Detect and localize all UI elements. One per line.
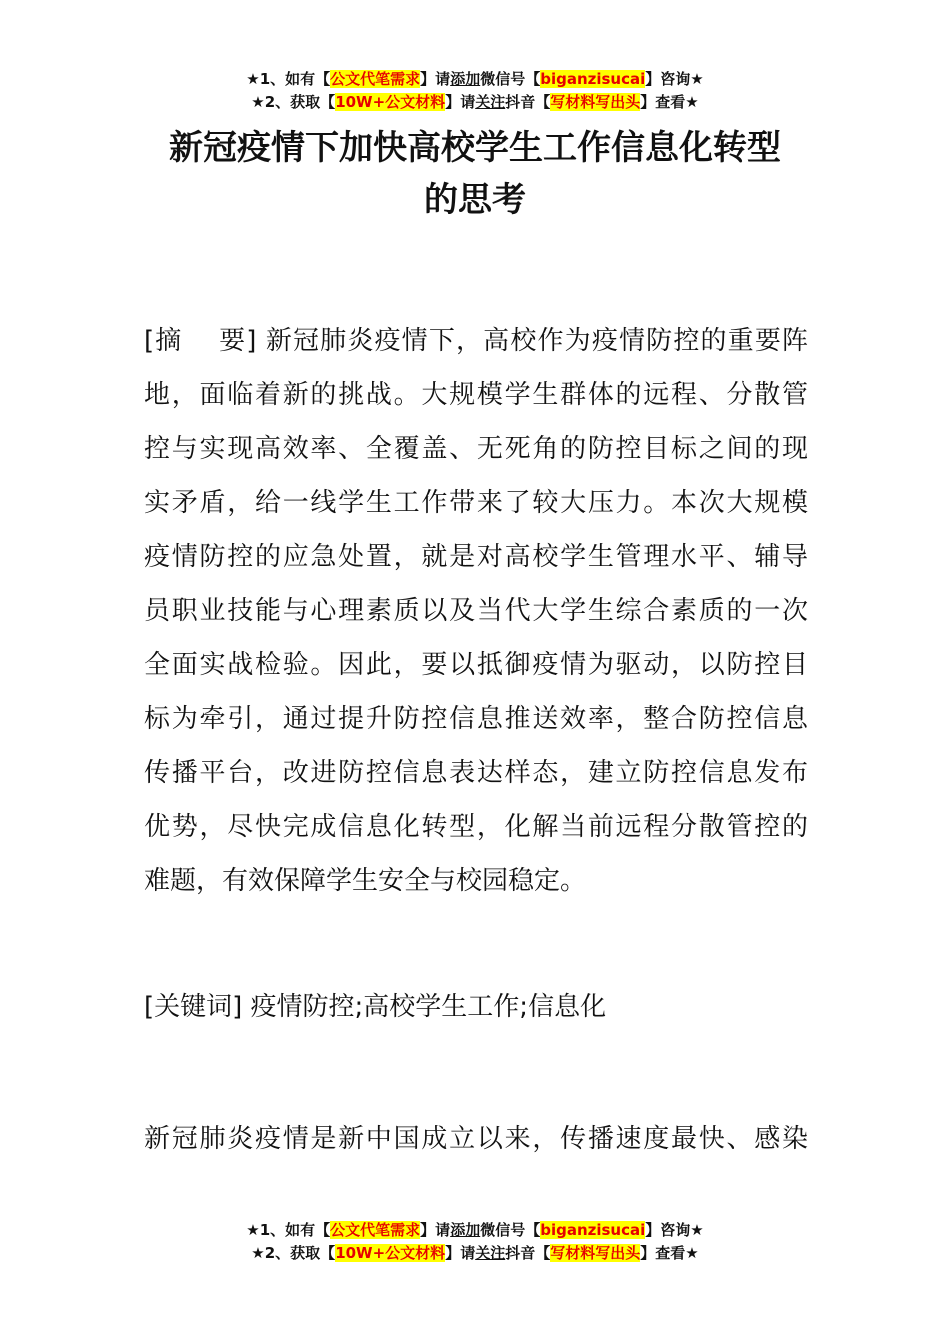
keywords-line: [关键词] 疫情防控;高校学生工作;信息化 [144,992,607,1022]
banner-text: 抖音【 [505,1244,551,1262]
banner-highlight: 10W+公文材料 [335,1244,446,1262]
abstract-line: 优势，尽快完成信息化转型，化解当前远程分散管控的 [144,812,808,842]
bottom-banner [0,1219,950,1265]
abstract-line: [摘 要] 新冠肺炎疫情下，高校作为疫情防控的重要阵 [144,326,808,356]
body-line: 新冠肺炎疫情是新中国成立以来，传播速度最快、感染 [144,1124,808,1154]
top-banner [0,68,950,114]
banner-underline: 关注 [475,1244,506,1262]
body-paragraph [144,1112,808,1166]
keywords-paragraph [144,980,808,1034]
banner-text: 】查看★ [640,93,699,111]
banner-text: 微信号【 [480,1221,541,1239]
abstract-line: 控与实现高效率、全覆盖、无死角的防控目标之间的现 [144,434,808,464]
banner-text: ★2、获取【 [251,1244,336,1262]
banner-highlight: biganzisucai [540,1221,646,1239]
abstract-line: 实矛盾，给一线学生工作带来了较大压力。本次大规模 [144,488,808,518]
abstract-line: 难题，有效保障学生安全与校园稳定。 [144,866,587,896]
banner-text: 】请 [445,93,476,111]
banner-text: 】咨询★ [645,1221,704,1239]
banner-highlight: biganzisucai [540,70,646,88]
banner-line-2 [0,91,950,114]
abstract-line: 员职业技能与心理素质以及当代大学生综合素质的一次 [144,596,808,626]
banner-highlight: 公文代笔需求 [330,1221,421,1239]
abstract-line: 地，面临着新的挑战。大规模学生群体的远程、分散管 [144,380,808,410]
banner-text: 】查看★ [640,1244,699,1262]
title-line-2: 的思考 [424,180,526,220]
banner-underline: 添加 [450,70,481,88]
banner-line-2 [0,1242,950,1265]
banner-text: ★1、如有【 [246,1221,331,1239]
abstract-line: 全面实战检验。因此，要以抵御疫情为驱动，以防控目 [144,650,808,680]
banner-text: 】请 [420,1221,451,1239]
banner-highlight: 10W+公文材料 [335,93,446,111]
abstract-line: 疫情防控的应急处置，就是对高校学生管理水平、辅导 [144,542,808,572]
abstract-line: 传播平台，改进防控信息表达样态，建立防控信息发布 [144,758,808,788]
banner-underline: 关注 [475,93,506,111]
banner-highlight: 写材料写出头 [550,1244,641,1262]
banner-line-1 [0,68,950,91]
banner-text: 】咨询★ [645,70,704,88]
banner-highlight: 公文代笔需求 [330,70,421,88]
banner-text: 抖音【 [505,93,551,111]
abstract-line: 标为牵引，通过提升防控信息推送效率，整合防控信息 [144,704,808,734]
abstract-paragraph [144,314,808,908]
banner-text: ★1、如有【 [246,70,331,88]
banner-highlight: 写材料写出头 [550,93,641,111]
banner-text: 微信号【 [480,70,541,88]
document-title [0,122,950,226]
banner-text: 】请 [445,1244,476,1262]
banner-line-1 [0,1219,950,1242]
banner-underline: 添加 [450,1221,481,1239]
banner-text: 】请 [420,70,451,88]
title-line-1: 新冠疫情下加快高校学生工作信息化转型 [169,128,781,168]
banner-text: ★2、获取【 [251,93,336,111]
